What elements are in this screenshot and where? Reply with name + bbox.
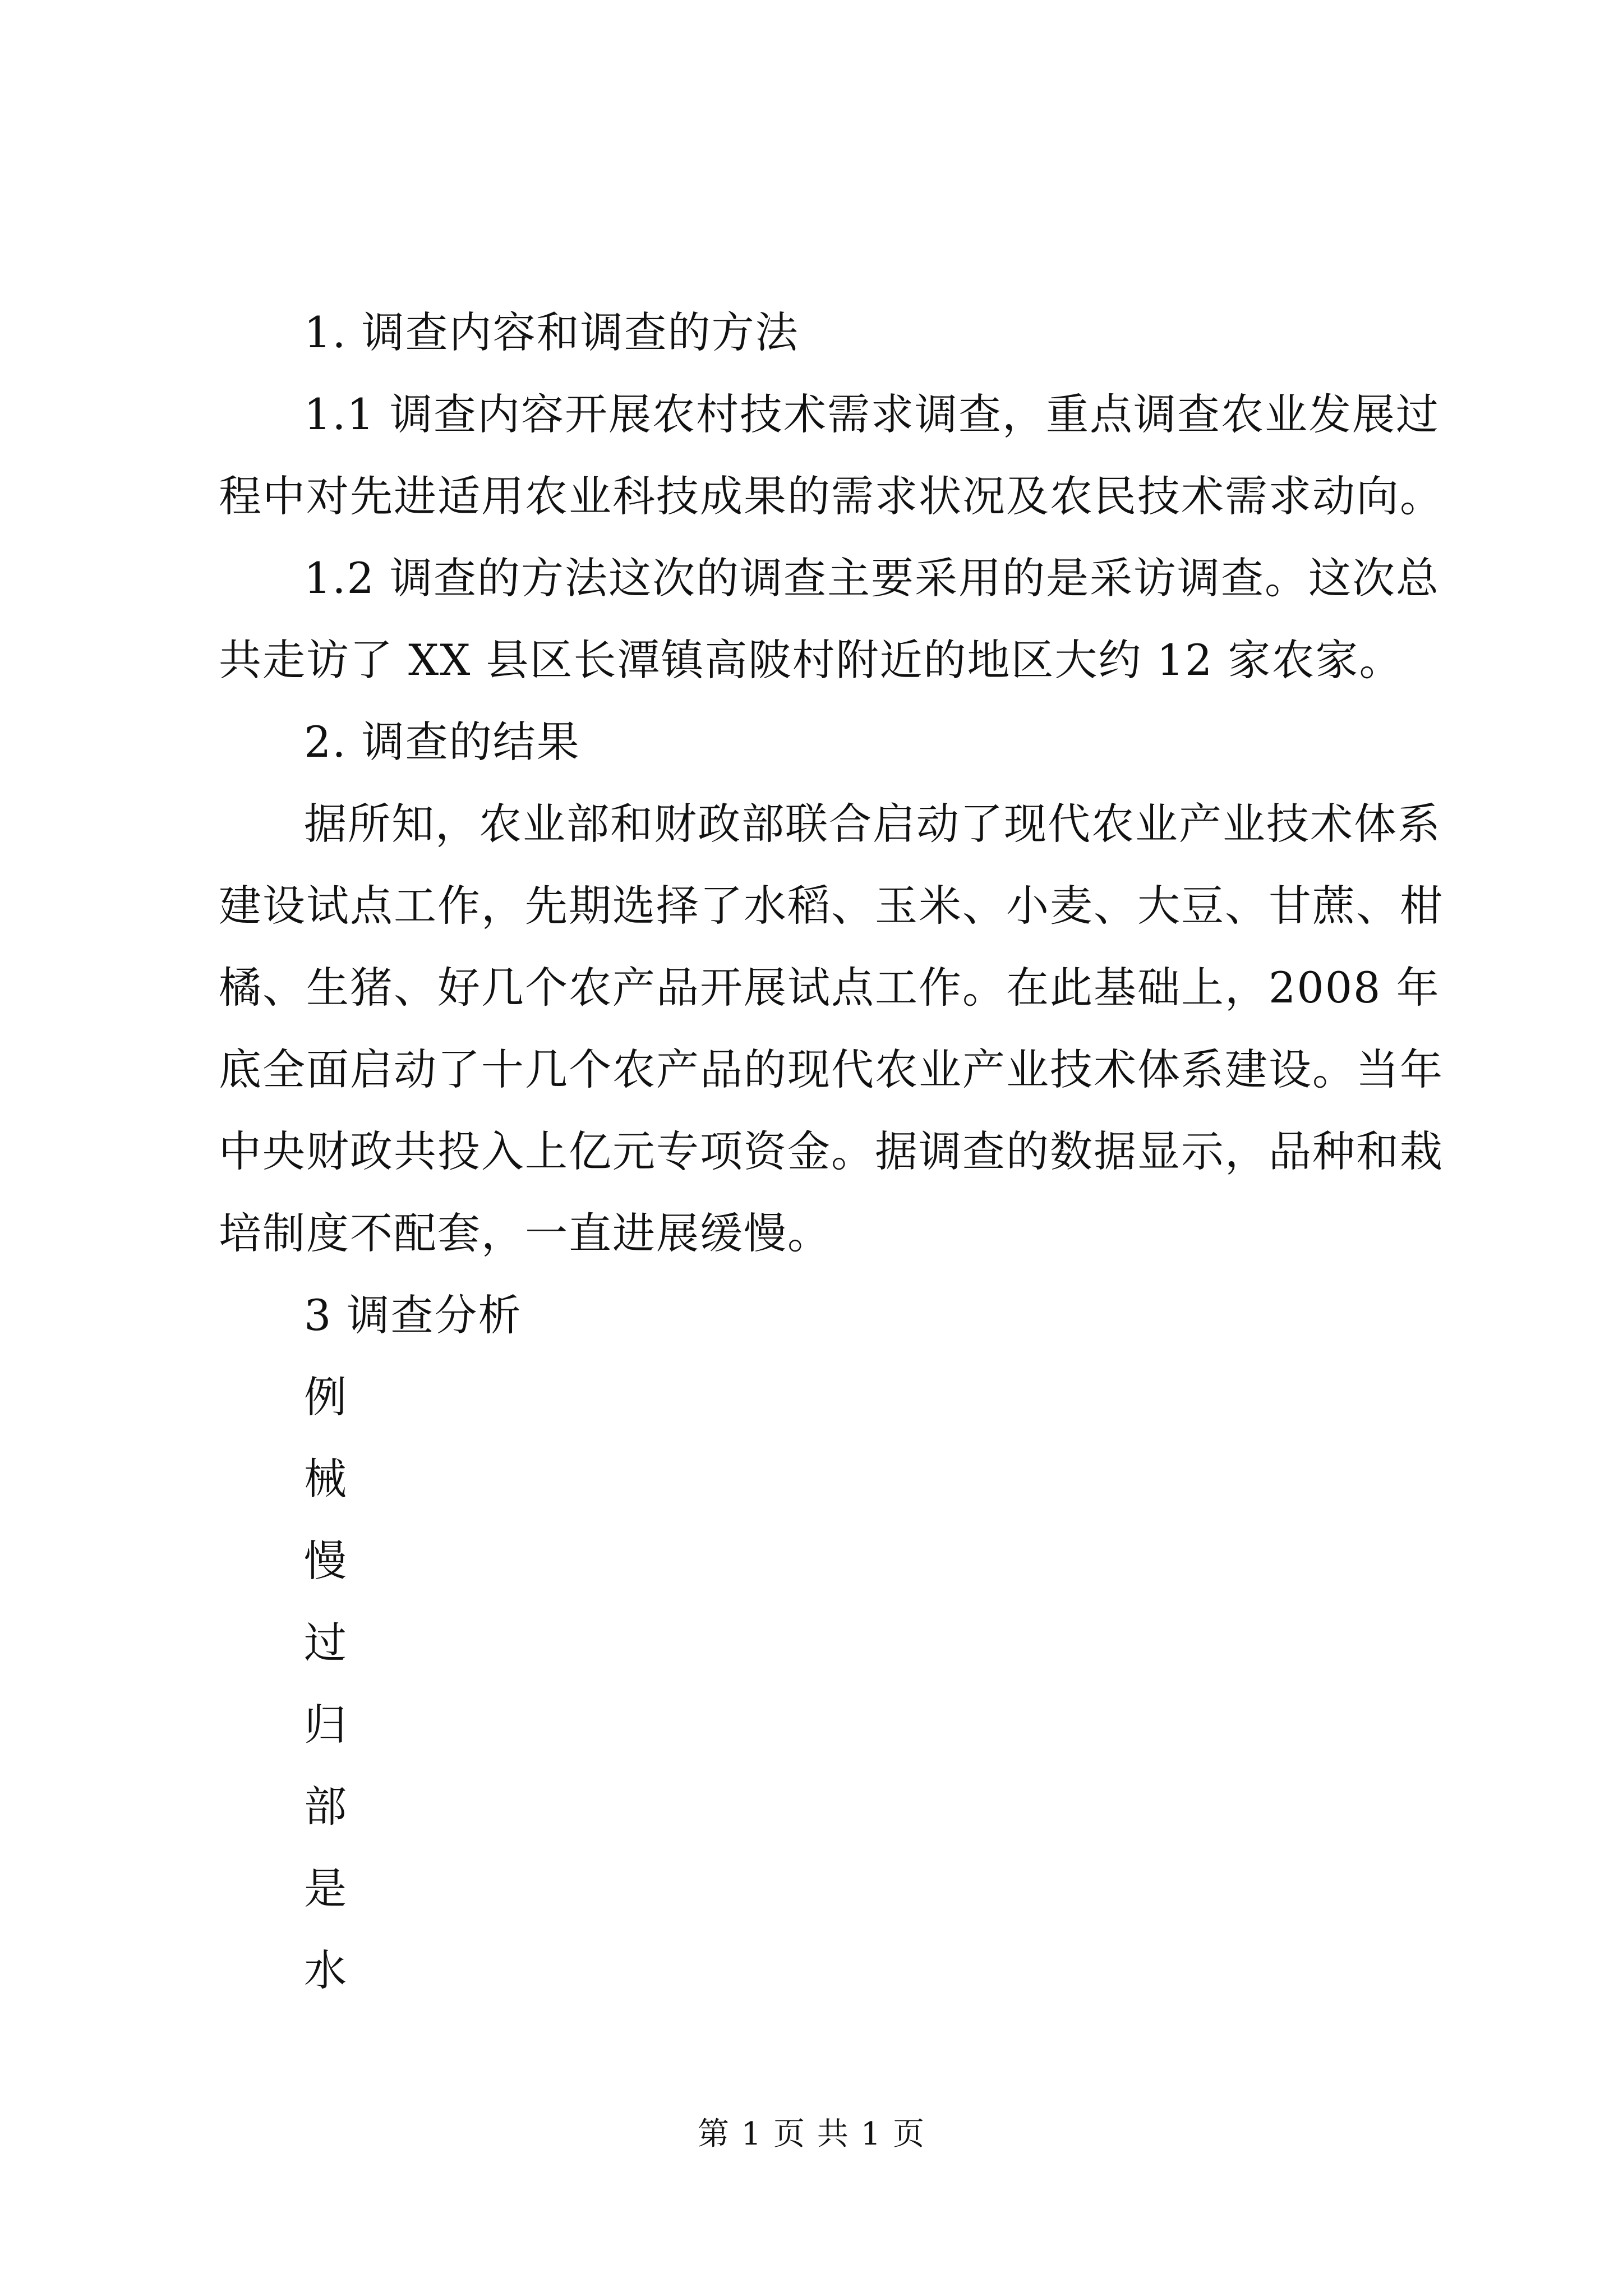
single-char-line: 过 [304, 1618, 347, 1668]
paragraph-2-line-6: 培制度不配套，一直进展缓慢。 [219, 1208, 831, 1258]
paragraph-1-2-line-2: 共走访了 XX 县区长潭镇高陂村附近的地区大约 12 家农家。 [219, 635, 1403, 685]
single-char-line: 例 [304, 1372, 347, 1422]
single-char-line: 械 [304, 1454, 347, 1504]
single-char-line: 归 [304, 1700, 347, 1750]
page-footer: 第 1 页 共 1 页 [697, 2116, 926, 2152]
paragraph-2-line-2: 建设试点工作，先期选择了水稻、玉米、小麦、大豆、甘蔗、柑 [219, 881, 1444, 931]
heading-2: 2. 调查的结果 [304, 717, 580, 767]
paragraph-2-line-3: 橘、生猪、好几个农产品开展试点工作。在此基础上，2008 年 [219, 963, 1440, 1013]
heading-3: 3 调查分析 [304, 1290, 522, 1340]
paragraph-1-1-line-1: 1.1 调查内容开展农村技术需求调查，重点调查农业发展过 [304, 389, 1440, 439]
single-char-line: 慢 [304, 1536, 347, 1586]
paragraph-1-1-line-2: 程中对先进适用农业科技成果的需求状况及农民技术需求动向。 [219, 471, 1444, 521]
heading-1: 1. 调查内容和调查的方法 [304, 307, 799, 357]
paragraph-2-line-1: 据所知，农业部和财政部联合启动了现代农业产业技术体系 [304, 799, 1441, 849]
paragraph-1-2-line-1: 1.2 调查的方法这次的调查主要采用的是采访调查。这次总 [304, 553, 1440, 603]
paragraph-2-line-4: 底全面启动了十几个农产品的现代农业产业技术体系建设。当年 [219, 1045, 1444, 1094]
paragraph-2-line-5: 中央财政共投入上亿元专项资金。据调查的数据显示，品种和栽 [219, 1126, 1444, 1176]
single-char-line: 水 [304, 1945, 347, 1995]
single-char-line: 部 [304, 1782, 347, 1832]
single-char-line: 是 [304, 1864, 347, 1913]
document-body [219, 292, 1444, 2012]
